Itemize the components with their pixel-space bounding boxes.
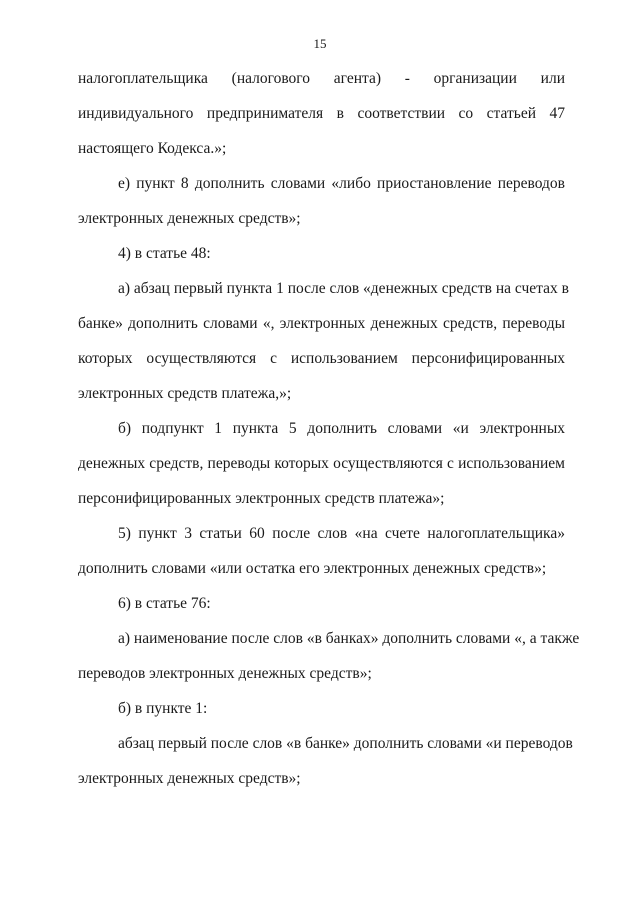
text-line: 6) в статье 76: — [118, 595, 211, 612]
text-line: б) в пункте 1: — [118, 700, 208, 717]
text-line: 4) в статье 48: — [118, 245, 211, 262]
text-line: а) наименование после слов «в банках» дополнить словами «, а также — [118, 630, 580, 647]
text-line: банке» дополнить словами «, электронных денежных средств, переводы — [78, 315, 565, 332]
text-line: электронных средств платежа,»; — [78, 385, 292, 402]
paragraph — [78, 586, 565, 621]
paragraph — [78, 621, 580, 691]
paragraph — [78, 726, 573, 796]
text-line: е) пункт 8 дополнить словами «либо приостановление переводов — [118, 175, 565, 192]
text-line: абзац первый после слов «в банке» дополнить словами «и переводов — [118, 735, 573, 752]
paragraph — [78, 271, 569, 411]
text-line: б) подпункт 1 пункта 5 дополнить словами «и электронных — [118, 420, 565, 437]
paragraph — [78, 516, 565, 586]
page-number: 15 — [313, 36, 327, 51]
text-line: электронных денежных средств»; — [78, 770, 301, 787]
text-line: а) абзац первый пункта 1 после слов «денежных средств на счетах в — [118, 280, 569, 297]
paragraph — [78, 236, 565, 271]
paragraph — [78, 61, 565, 166]
text-line: электронных денежных средств»; — [78, 210, 301, 227]
text-line: дополнить словами «или остатка его электронных денежных средств»; — [78, 560, 547, 577]
text-line: денежных средств, переводы которых осуществляются с использованием — [78, 455, 565, 472]
text-line: налогоплательщика (налогового агента) - организации или — [78, 70, 565, 87]
text-line: которых осуществляются с использованием персонифицированных — [78, 350, 565, 367]
text-line: персонифицированных электронных средств платежа»; — [78, 490, 445, 507]
text-line: индивидуального предпринимателя в соответствии со статьей 47 — [78, 105, 565, 122]
document-body — [78, 61, 580, 796]
paragraph — [78, 691, 565, 726]
text-line: настоящего Кодекса.»; — [78, 140, 227, 157]
paragraph — [78, 166, 565, 236]
paragraph — [78, 411, 565, 516]
text-line: 5) пункт 3 статьи 60 после слов «на счете налогоплательщика» — [118, 525, 565, 542]
text-line: переводов электронных денежных средств»; — [78, 665, 372, 682]
